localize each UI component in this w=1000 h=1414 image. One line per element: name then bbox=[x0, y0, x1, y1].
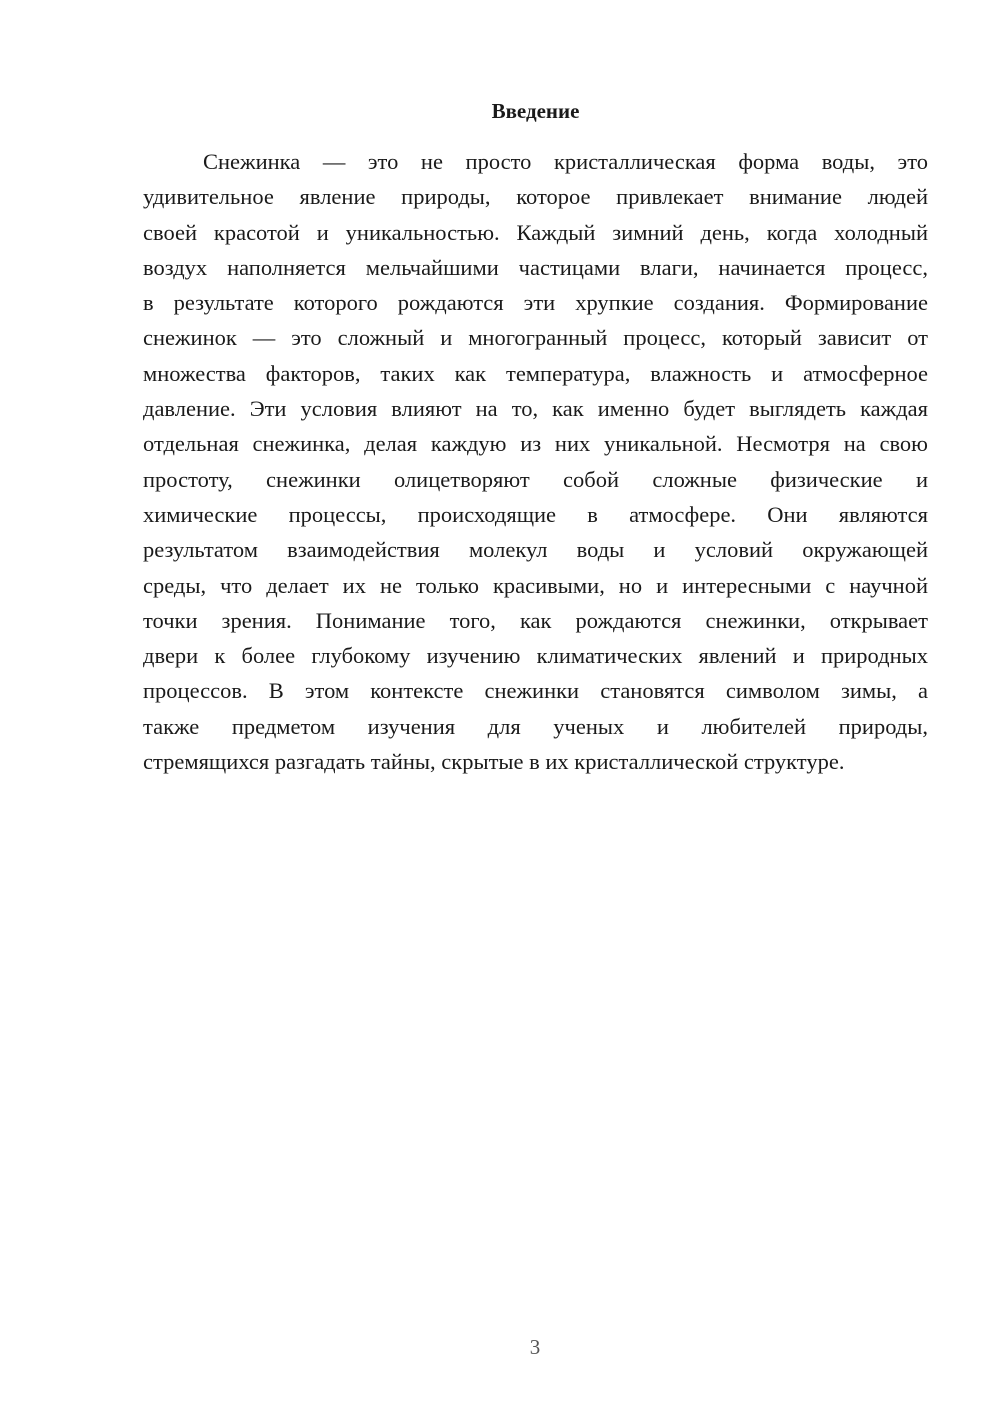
paragraph-line: снежинок — это сложный и многогранный процесс, который зависит от bbox=[143, 325, 928, 351]
paragraph-line: также предметом изучения для ученых и любителей природы, bbox=[143, 713, 928, 739]
paragraph-line: воздух наполняется мельчайшими частицами влаги, начинается процесс, bbox=[143, 254, 928, 280]
paragraph-line: процессов. В этом контексте снежинки становятся символом зимы, а bbox=[143, 678, 928, 704]
paragraph-line: давление. Эти условия влияют на то, как именно будет выглядеть каждая bbox=[143, 396, 928, 422]
paragraph-line: результатом взаимодействия молекул воды и условий окружающей bbox=[143, 537, 928, 563]
paragraph-line: простоту, снежинки олицетворяют собой сложные физические и bbox=[143, 466, 928, 492]
paragraph-line: своей красотой и уникальностью. Каждый зимний день, когда холодный bbox=[143, 219, 928, 245]
paragraph-line: удивительное явление природы, которое привлекает внимание людей bbox=[143, 184, 928, 210]
page-number: 3 bbox=[529, 1335, 541, 1359]
paragraph-line: точки зрения. Понимание того, как рождаются снежинки, открывает bbox=[143, 607, 928, 633]
paragraph-line: среды, что делает их не только красивыми, но и интересными с научной bbox=[143, 572, 928, 598]
paragraph-line: отдельная снежинка, делая каждую из них уникальной. Несмотря на свою bbox=[143, 431, 928, 457]
paragraph-line: химические процессы, происходящие в атмосфере. Они являются bbox=[143, 501, 928, 527]
paragraph-line: Снежинка — это не просто кристаллическая форма воды, это bbox=[203, 149, 928, 174]
introduction-paragraph bbox=[143, 144, 928, 779]
section-heading: Введение bbox=[491, 99, 580, 123]
paragraph-line: множества факторов, таких как температура, влажность и атмосферное bbox=[143, 360, 928, 386]
paragraph-line: двери к более глубокому изучению климатических явлений и природных bbox=[143, 643, 928, 669]
paragraph-line: стремящихся разгадать тайны, скрытые в их кристаллической структуре. bbox=[143, 749, 845, 775]
paragraph-line: в результате которого рождаются эти хрупкие создания. Формирование bbox=[143, 290, 928, 316]
